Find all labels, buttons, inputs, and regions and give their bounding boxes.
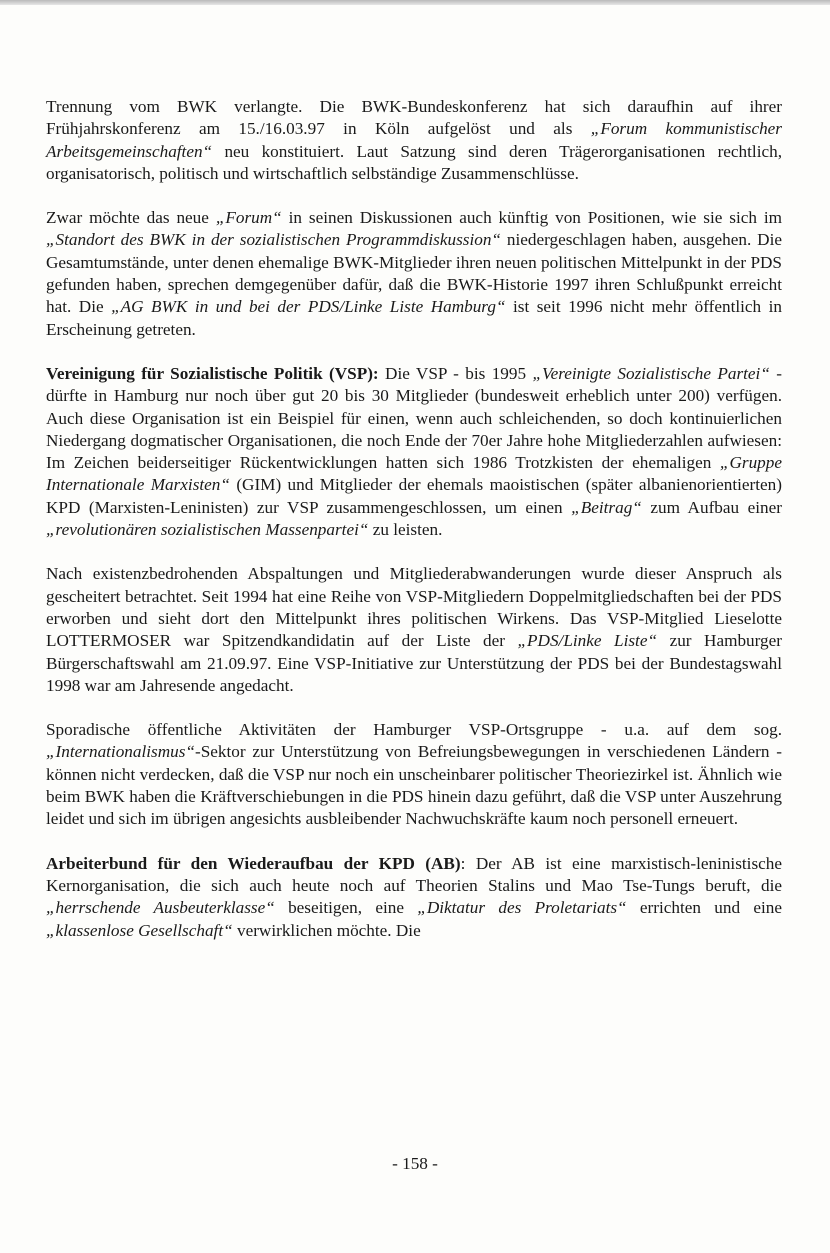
- paragraph-ab-intro: [46, 853, 782, 942]
- italic-text-run: „Forum“: [215, 208, 282, 228]
- italic-text-run: „klassenlose Gesellschaft“: [46, 920, 233, 940]
- top-border-rule: [0, 0, 830, 5]
- paragraph-bwk-forum: [46, 207, 782, 341]
- bold-text-run: Arbeiterbund für den Wiederaufbau der KPD (AB): [46, 853, 461, 873]
- page-number: - 158 -: [392, 1154, 438, 1173]
- text-run: in seinen Diskussionen auch künftig von Positionen, wie sie sich im: [281, 208, 782, 228]
- text-run: Nach existenzbedrohenden Abspaltungen und Mitgliederabwanderungen wurde dieser Anspruch als gescheitert betrachtet. Seit 1994 hat eine Reihe von VSP-Mitgliedern Doppelmitgliedschaften bei der PDS erworben und sieht dort den Mittelpunkt ihres politischen Wirkens. Das VSP-Mitglied Lieselotte LOTTERMOSER war Spitzendkandidatin auf der Liste der: [46, 564, 782, 651]
- italic-text-run: „herrschende Ausbeuterklasse“: [46, 898, 275, 918]
- paragraph-vsp-pds: [46, 563, 782, 697]
- paragraph-vsp-intro: [46, 363, 782, 541]
- text-run: verwirklichen möchte. Die: [232, 920, 421, 940]
- text-run: zu leisten.: [368, 520, 443, 540]
- text-run: errichten und eine: [626, 898, 782, 918]
- text-run: zum Aufbau einer: [641, 497, 782, 517]
- italic-text-run: „AG BWK in und bei der PDS/Linke Liste Hamburg“: [111, 297, 506, 317]
- italic-text-run: „PDS/Linke Liste“: [517, 631, 658, 651]
- text-run: - dürfte in Hamburg nur noch über gut 20 bis 30 Mitglieder (bundesweit erheblich unter 200) verfügen. Auch diese Organisation ist ein Beispiel für einen, wenn auch schleichenden, so doch kontinuierlichen Niedergang dogmatischer Organisationen, die noch Ende der 70er Jahre hohe Mitgliederzahlen aufwiesen: Im Zeichen beiderseitiger Rückentwicklungen hatten sich 1986 Trotzkisten der ehemaligen: [46, 363, 782, 473]
- text-run: neu konstituiert. Laut Satzung sind deren Trägerorganisationen rechtlich, organisatorisch, politisch und wirtschaftlich selbständige Zusammenschlüsse.: [46, 141, 782, 183]
- text-run: Sporadische öffentliche Aktivitäten der Hamburger VSP-Ortsgruppe - u.a. auf dem sog.: [46, 720, 782, 740]
- italic-text-run: „Gruppe Internationale Marxisten“: [46, 453, 782, 495]
- text-run: beseitigen, eine: [274, 898, 418, 918]
- text-run: (GIM) und Mitglieder der ehemals maoistischen (später albanienorientierten) KPD (Marxisten-Leninisten) zur VSP zusammengeschlossen, um einen: [46, 475, 782, 517]
- italic-text-run: „Vereinigte Sozialistische Partei“: [532, 363, 770, 383]
- text-run: Zwar möchte das neue: [46, 208, 216, 228]
- text-run: : Der AB ist eine marxistisch-leninistische Kernorganisation, die sich auch heute noch auf Theorien Stalins und Mao Tse-Tungs beruft, die: [46, 853, 782, 895]
- italic-text-run: „Internationalismus“: [46, 742, 195, 762]
- text-run: niedergeschlagen haben, ausgehen. Die Gesamtumstände, unter denen ehemalige BWK-Mitglieder ihren neuen politischen Mittelpunkt in der PDS gefunden haben, sprechen demgegenüber dafür, daß die BWK-Historie 1997 ihren Schlußpunkt erreicht hat. Die: [46, 230, 782, 317]
- italic-text-run: „revolutionären sozialistischen Massenpartei“: [46, 520, 369, 540]
- text-run: zur Hamburger Bürgerschaftswahl am 21.09.97. Eine VSP-Initiative zur Unterstützung der PDS bei der Bundestagswahl 1998 war am Jahresende angedacht.: [46, 631, 782, 695]
- text-run: Trennung vom BWK verlangte. Die BWK-Bundeskonferenz hat sich daraufhin auf ihrer Frühjahrskonferenz am 15./16.03.97 in Köln aufgelöst und als: [46, 97, 782, 139]
- italic-text-run: „Standort des BWK in der sozialistischen Programmdiskussion“: [46, 230, 501, 250]
- text-run: ist seit 1996 nicht mehr öffentlich in Erscheinung getreten.: [46, 297, 782, 339]
- text-run: Die VSP - bis 1995: [378, 363, 533, 383]
- italic-text-run: „Forum kommunistischer Arbeitsgemeinschaften“: [46, 119, 782, 161]
- paragraph-bwk-dissolution: [46, 96, 782, 185]
- italic-text-run: „Diktatur des Proletariats“: [417, 898, 627, 918]
- paragraph-vsp-activities: [46, 719, 782, 830]
- text-run: -Sektor zur Unterstützung von Befreiungsbewegungen in verschiedenen Ländern - können nicht verdecken, daß die VSP nur noch ein unscheinbarer politischer Theoriezirkel ist. Ähnlich wie beim BWK haben die Kräftverschiebungen in die PDS hinein dazu geführt, daß die VSP unter Auszehrung leidet und sich im übrigen angesichts ausbleibender Nachwuchskräfte kaum noch personell erneuert.: [46, 742, 782, 829]
- bold-text-run: Vereinigung für Sozialistische Politik (VSP):: [46, 363, 379, 383]
- italic-text-run: „Beitrag“: [571, 497, 642, 517]
- document-page-body: [46, 96, 782, 964]
